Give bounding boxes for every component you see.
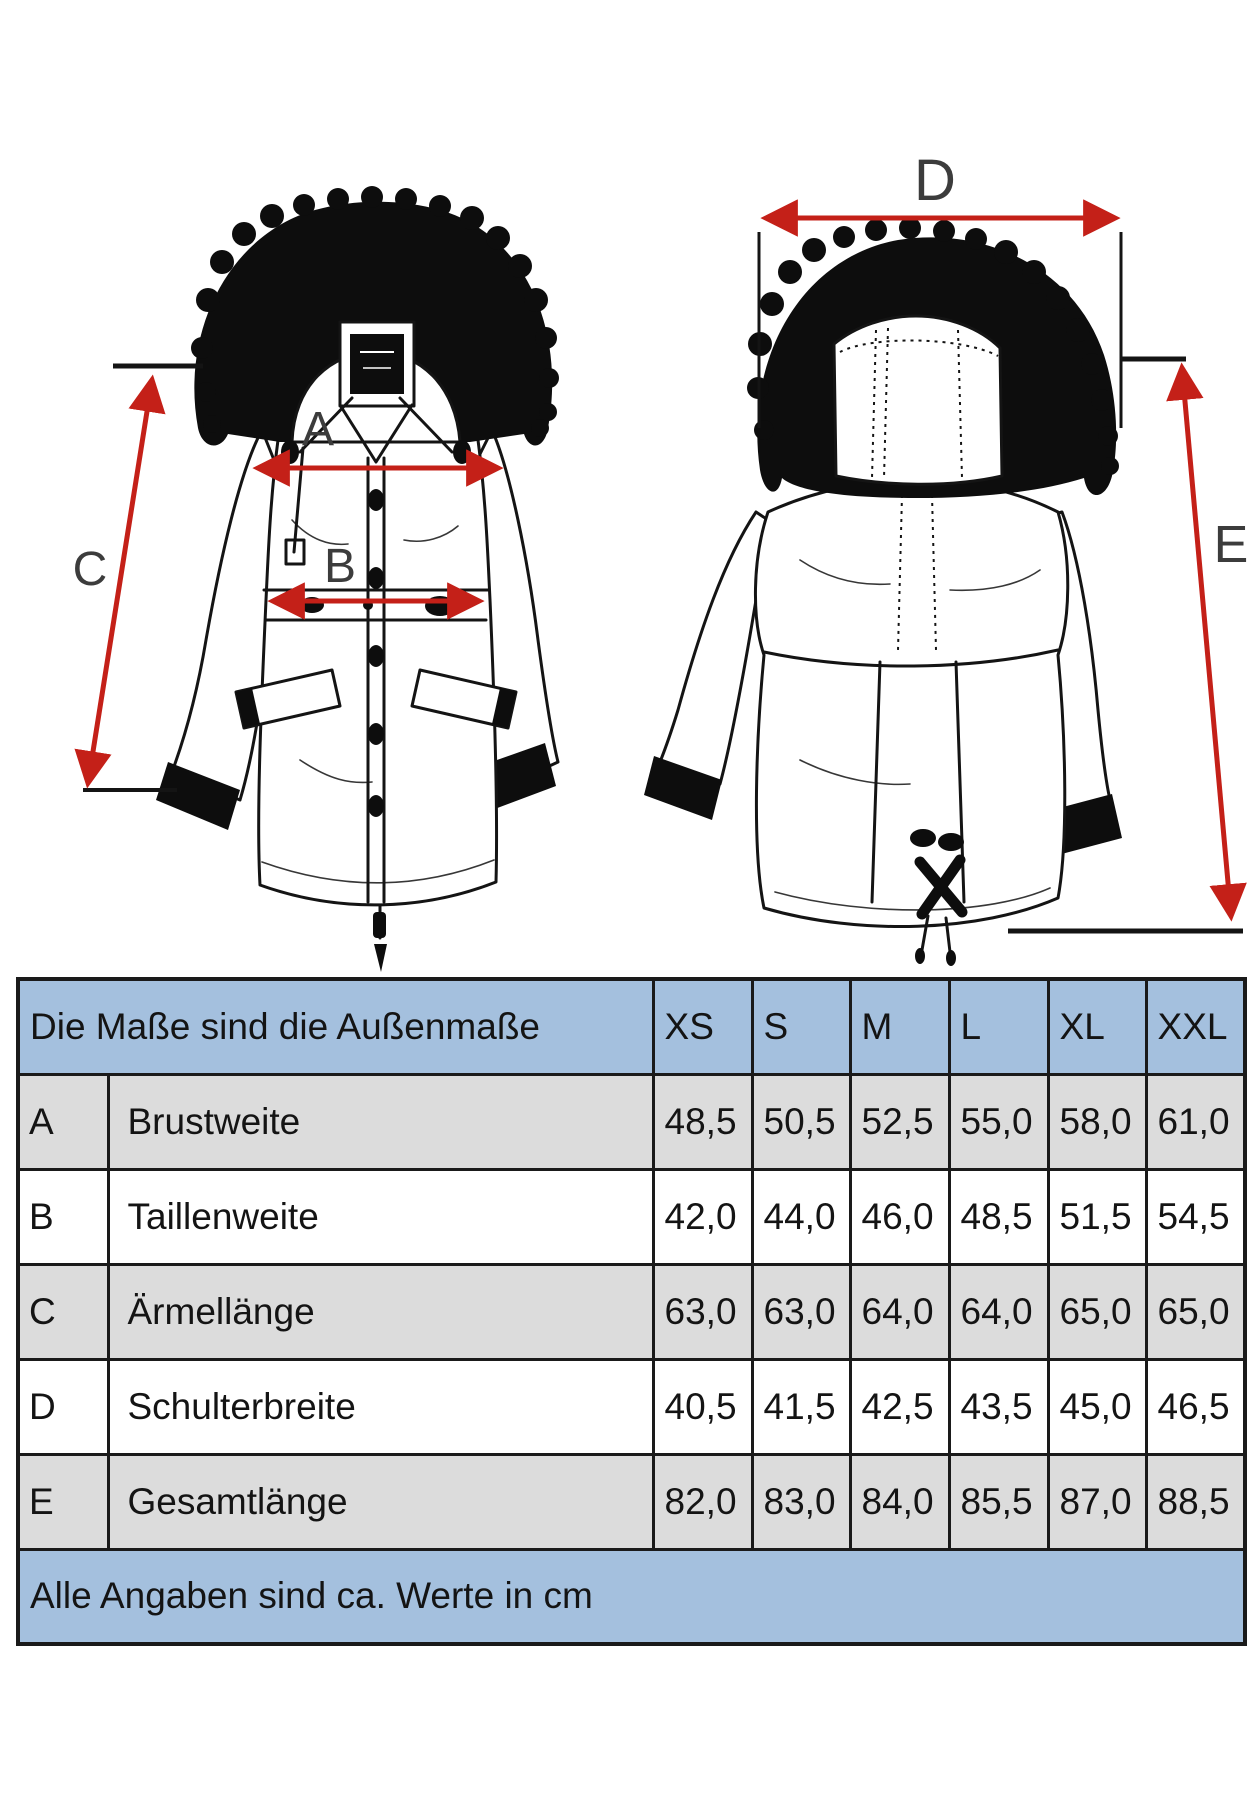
back-body	[755, 480, 1067, 927]
row-key: B	[18, 1169, 108, 1264]
row-key: E	[18, 1454, 108, 1549]
row-key: A	[18, 1074, 108, 1169]
measurement-arrow-d	[766, 148, 1115, 218]
table-row	[18, 1074, 1245, 1169]
size-column-header: XXL	[1146, 979, 1245, 1074]
row-value: 51,5	[1048, 1169, 1146, 1264]
row-value: 55,0	[949, 1074, 1048, 1169]
row-value: 65,0	[1048, 1264, 1146, 1359]
measurement-arrow-e	[1182, 368, 1248, 916]
measurement-label-a: A	[301, 403, 335, 456]
table-footer-row	[18, 1549, 1245, 1644]
front-collar-label	[350, 334, 404, 394]
row-value: 61,0	[1146, 1074, 1245, 1169]
measurement-label-c: C	[72, 543, 108, 596]
size-column-header: L	[949, 979, 1048, 1074]
row-value: 58,0	[1048, 1074, 1146, 1169]
table-row	[18, 1454, 1245, 1549]
row-label: Gesamtlänge	[108, 1454, 653, 1549]
back-left-sleeve	[660, 512, 768, 784]
measurement-label-d: D	[914, 148, 956, 213]
row-label: Schulterbreite	[108, 1359, 653, 1454]
table-header-row	[18, 979, 1245, 1074]
row-label: Brustweite	[108, 1074, 653, 1169]
back-hood-inner-panel	[834, 316, 1002, 484]
row-value: 83,0	[752, 1454, 850, 1549]
row-value: 64,0	[949, 1264, 1048, 1359]
row-value: 42,5	[850, 1359, 949, 1454]
size-column-header: M	[850, 979, 949, 1074]
row-value: 87,0	[1048, 1454, 1146, 1549]
row-value: 46,0	[850, 1169, 949, 1264]
row-value: 88,5	[1146, 1454, 1245, 1549]
row-value: 84,0	[850, 1454, 949, 1549]
front-parka-illustration	[156, 186, 559, 972]
row-value: 85,5	[949, 1454, 1048, 1549]
row-value: 63,0	[752, 1264, 850, 1359]
row-value: 82,0	[653, 1454, 752, 1549]
row-value: 63,0	[653, 1264, 752, 1359]
size-column-header: XS	[653, 979, 752, 1074]
row-value: 43,5	[949, 1359, 1048, 1454]
table-row	[18, 1169, 1245, 1264]
row-value: 48,5	[949, 1169, 1048, 1264]
row-value: 65,0	[1146, 1264, 1245, 1359]
size-table	[16, 977, 1247, 1646]
size-column-header: XL	[1048, 979, 1146, 1074]
size-column-header: S	[752, 979, 850, 1074]
front-zipper-pull	[373, 905, 387, 972]
row-value: 44,0	[752, 1169, 850, 1264]
table-title-cell: Die Maße sind die Außenmaße	[18, 979, 653, 1074]
row-value: 54,5	[1146, 1169, 1245, 1264]
row-value: 50,5	[752, 1074, 850, 1169]
row-value: 41,5	[752, 1359, 850, 1454]
table-row	[18, 1264, 1245, 1359]
row-value: 52,5	[850, 1074, 949, 1169]
row-key: C	[18, 1264, 108, 1359]
measurement-arrow-c	[73, 380, 152, 783]
measurement-label-b: B	[323, 540, 357, 593]
row-value: 48,5	[653, 1074, 752, 1169]
row-label: Taillenweite	[108, 1169, 653, 1264]
footer-note: Alle Angaben sind ca. Werte in cm	[18, 1549, 1245, 1644]
row-value: 40,5	[653, 1359, 752, 1454]
table-row	[18, 1359, 1245, 1454]
row-value: 46,5	[1146, 1359, 1245, 1454]
row-value: 45,0	[1048, 1359, 1146, 1454]
row-value: 64,0	[850, 1264, 949, 1359]
row-value: 42,0	[653, 1169, 752, 1264]
measurement-label-e: E	[1213, 516, 1249, 574]
row-label: Ärmellänge	[108, 1264, 653, 1359]
back-parka-illustration	[644, 217, 1122, 966]
row-key: D	[18, 1359, 108, 1454]
